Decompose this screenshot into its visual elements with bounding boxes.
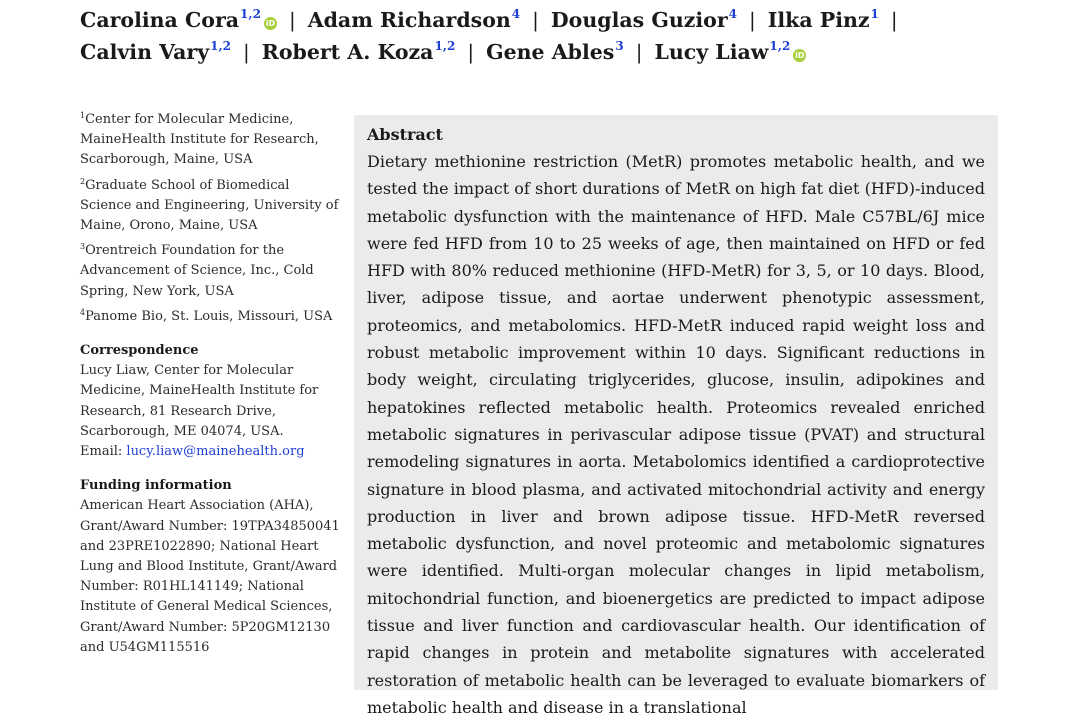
author-separator: | xyxy=(532,8,539,32)
affiliation-marker[interactable]: 1,2 xyxy=(769,39,791,53)
author[interactable]: Robert A. Koza$^{1,2}$ xyxy=(261,39,456,64)
correspondence-text: Lucy Liaw, Center for Molecular Medicine, MaineHealth Institute for Research, 81 Research Drive, Scarborough, ME 04074, USA. xyxy=(80,363,319,439)
abstract-box xyxy=(354,115,998,717)
author-separator: | xyxy=(635,40,643,64)
affiliation-marker[interactable]: 1 xyxy=(870,7,879,21)
affiliation: $^1$Center for Molecular Medicine, MaineHealth Institute for Research, Scarborough, Maine, USA xyxy=(80,111,319,168)
author-line-1 xyxy=(80,4,1040,36)
author[interactable]: Ilka Pinz$^1$ xyxy=(767,7,879,32)
funding-heading: Funding information xyxy=(80,478,232,494)
affiliation-marker[interactable]: 1,2 xyxy=(434,39,456,53)
affiliation: $^4$Panome Bio, St. Louis, Missouri, USA xyxy=(80,307,333,324)
author[interactable]: Gene Ables$^3$ xyxy=(486,39,624,64)
author[interactable]: Adam Richardson$^4$ xyxy=(307,7,521,32)
author-separator: | xyxy=(243,40,250,64)
affiliation-marker[interactable]: 1,2 xyxy=(240,7,261,21)
author[interactable]: Calvin Vary$^{1,2}$ xyxy=(80,39,232,64)
author[interactable]: Douglas Guzior$^4$ xyxy=(550,7,738,32)
affiliation-marker[interactable]: 4 xyxy=(511,7,521,21)
author-separator: | xyxy=(749,8,756,32)
author-line-2 xyxy=(80,36,1040,68)
article-metadata-column xyxy=(80,110,342,658)
funding-text: American Heart Association (AHA), Grant/Award Number: 19TPA34850041 and 23PRE1022890; National Heart Lung and Blood Institute, Grant/Award Number: R01HL141149; National Institute of General Medical Sciences, Grant/Award Number: 5P20GM12130 and U54GM115516 xyxy=(80,498,340,655)
author-separator: | xyxy=(467,40,475,64)
author-list xyxy=(80,4,1040,68)
abstract-heading: Abstract xyxy=(367,125,443,144)
affiliation-marker[interactable]: 3 xyxy=(615,39,624,53)
email-link[interactable]: lucy.liaw@mainehealth.org xyxy=(126,444,305,460)
author[interactable]: Carolina Cora$^{1,2}$iD xyxy=(80,7,276,32)
author-separator: | xyxy=(288,8,296,32)
author[interactable]: Lucy Liaw$^{1,2}$iD xyxy=(654,39,805,64)
orcid-icon[interactable]: iD xyxy=(795,51,805,60)
affiliation: $^3$Orentreich Foundation for the Advancement of Science, Inc., Cold Spring, New York, USA xyxy=(80,242,314,299)
orcid-icon[interactable]: iD xyxy=(265,19,276,28)
affiliation-marker[interactable]: 4 xyxy=(728,7,738,21)
abstract-body: Dietary methionine restriction (MetR) promotes metabolic health, and we tested the impact of short durations of MetR on high fat diet (HFD)-induced metabolic dysfunction with the maintenance of HFD. Male C57BL/6J mice were fed HFD from 10 to 25 weeks of age, then maintained on HFD or fed HFD with 80% reduced methionine (HFD-MetR) for 3, 5, or 10 days. Blood, liver, adipose tissue, and aortae underwent phenotypic assessment, proteomics, and metabolomics. HFD-MetR induced rapid weight loss and robust metabolic improvement within 10 days. Significant reductions in body weight, circulating triglycerides, glucose, insulin, adipokines and hepatokines reflected metabolic health. Proteomics revealed enriched metabolic signatures in perivascular adipose tissue (PVAT) and structural remodeling signatures in aorta. Metabolomics identified a cardioprotective signature in blood plasma, and activated mitochondrial activity and energy production in liver and brown adipose tissue. HFD-MetR reversed metabolic dysfunction, and novel proteomic and metabolomic signatures were identified. Multi-organ molecular changes in lipid metabolism, mitochondrial function, and bioenergetics are predicted to impact adipose tissue and liver function and cardiovascular health. Our identification of rapid changes in protein and metabolite signatures with accelerated restoration of metabolic health can be leveraged to evaluate biomarkers of metabolic health and disease in a translational xyxy=(367,152,985,717)
correspondence-email: Email: lucy.liaw@mainehealth.org xyxy=(80,444,305,460)
author-separator: | xyxy=(890,8,898,32)
affiliation: $^2$Graduate School of Biomedical Science and Engineering, University of Maine, Orono, Maine, USA xyxy=(80,176,339,234)
correspondence-heading: Correspondence xyxy=(80,343,199,359)
affiliation-marker[interactable]: 1,2 xyxy=(210,39,232,53)
